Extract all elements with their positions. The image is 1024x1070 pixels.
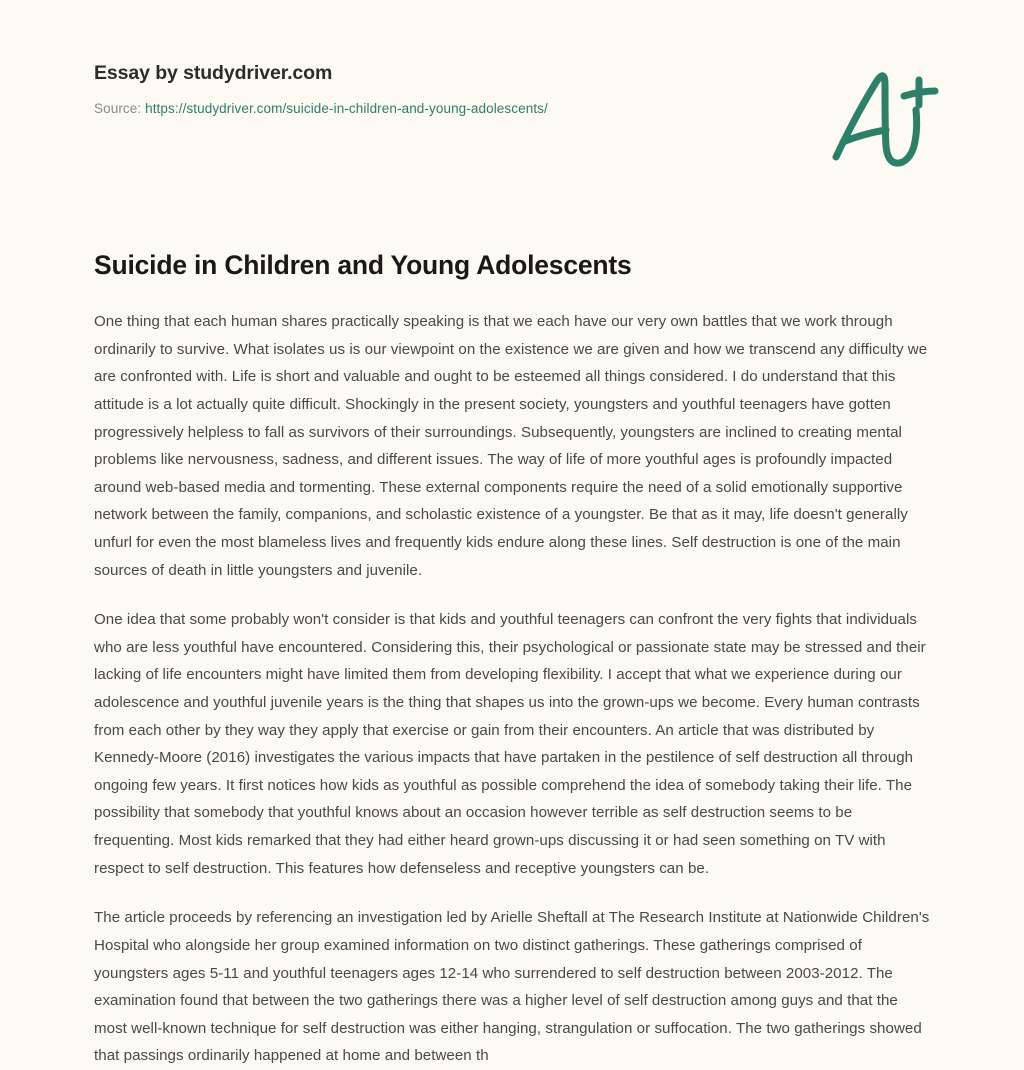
article-body: [94, 308, 934, 1070]
source-line: [94, 101, 734, 116]
source-url-link[interactable]: https://studydriver.com/suicide-in-children-and-young-adolescents/: [145, 101, 548, 117]
paragraph-2: One idea that some probably won't consider is that kids and youthful teenagers can confront the very fights that individuals who are less youthful have encountered. Considering this, their psychological or passionate state may be stressed and their lacking of life encounters might have limited them from developing flexibility. I accept that what we experience during our adolescence and youthful juvenile years is the thing that shapes us into the grown-ups we become. Every human contrasts from each other by they way they apply that exercise or gain from their encounters. An article that was distributed by Kennedy-Moore (2016) investigates the various impacts that have partaken in the pestilence of self destruction all through ongoing few years. It first notices how kids as youthful as possible comprehend the idea of somebody taking their life. The possibility that somebody that youthful knows about an occasion however terrible as self destruction seems to be frequenting. Most kids remarked that they had either heard grown-ups discussing it or had seen something on TV with respect to self destruction. This features how defenseless and receptive youngsters can be.: [94, 611, 926, 877]
brand-block: [94, 62, 734, 116]
brand-title: Essay by studydriver.com: [94, 62, 333, 84]
article-container: [94, 249, 934, 1070]
paragraph-3: The article proceeds by referencing an investigation led by Arielle Sheftall at The Research Institute at Nationwide Children's Hospital who alongside her group examined information on two distinct gatherings. These gatherings comprised of youngsters ages 5-11 and youthful teenagers ages 12-14 who surrendered to self destruction between 2003-2012. The examination found that between the two gatherings there was a higher level of self destruction among guys and that the most well-known technique for self destruction was either hanging, strangulation or suffocation. The two gatherings showed that passings ordinarily happened at home and between th: [94, 909, 930, 1065]
paragraph-1: One thing that each human shares practically speaking is that we each have our very own battles that we work through ordinarily to survive. What isolates us is our viewpoint on the existence we are given and how we transcend any difficulty we are confronted with. Life is short and valuable and ought to be esteemed all things considered. I do understand that this attitude is a lot actually quite difficult. Shockingly in the present society, youngsters and youthful teenagers have gotten progressively helpless to fall as survivors of their surroundings. Subsequently, youngsters are inclined to creating mental problems like nervousness, sadness, and different issues. The way of life of more youthful ages is profoundly impacted around web-based media and tormenting. These external components require the need of a solid emotionally supportive network between the family, companions, and scholastic existence of a youngster. Be that as it may, life doesn't generally unfurl for even the most blameless lives and frequently kids endure along these lines. Self destruction is one of the main sources of death in little youngsters and juvenile.: [94, 313, 928, 579]
source-label: Source:: [94, 101, 142, 117]
page-title: Suicide in Children and Young Adolescents: [94, 250, 632, 280]
a-plus-logo-icon: [822, 58, 946, 176]
page-header: [0, 0, 1024, 200]
